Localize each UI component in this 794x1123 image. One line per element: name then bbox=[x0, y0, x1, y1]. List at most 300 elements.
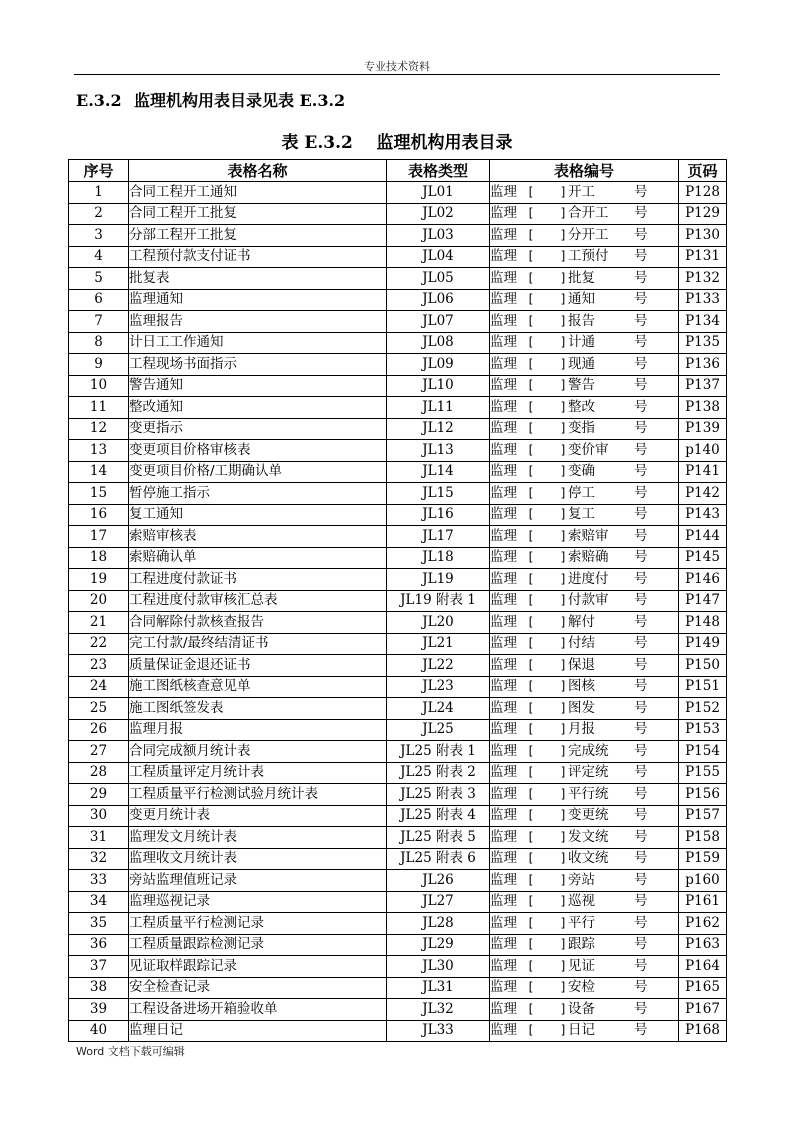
table-row bbox=[69, 332, 727, 354]
row-seq: 6 bbox=[69, 289, 129, 311]
code-prefix: 监理 bbox=[490, 957, 517, 974]
row-form-type: JL31 bbox=[387, 977, 490, 999]
table-row bbox=[69, 655, 727, 677]
row-form-code bbox=[490, 999, 679, 1021]
row-seq: 26 bbox=[69, 719, 129, 741]
table-row bbox=[69, 268, 727, 290]
code-bracket-close: ] bbox=[560, 872, 566, 887]
row-form-type: JL19 附表 1 bbox=[387, 590, 490, 612]
code-prefix: 监理 bbox=[490, 828, 517, 845]
code-bracket-open: [ bbox=[528, 507, 534, 522]
code-hao: 号 bbox=[634, 785, 648, 802]
table-row bbox=[69, 397, 727, 419]
row-page: P142 bbox=[679, 483, 727, 505]
table-row bbox=[69, 762, 727, 784]
code-bracket-close: ] bbox=[560, 292, 566, 307]
code-prefix: 监理 bbox=[490, 613, 517, 630]
row-form-type: JL26 bbox=[387, 870, 490, 892]
row-seq: 9 bbox=[69, 354, 129, 376]
code-bracket-open: [ bbox=[528, 700, 534, 715]
code-hao: 号 bbox=[634, 527, 648, 544]
row-form-name: 监理月报 bbox=[129, 719, 387, 741]
code-hao: 号 bbox=[634, 398, 648, 415]
code-bracket-open: [ bbox=[528, 421, 534, 436]
row-form-name: 索赔确认单 bbox=[129, 547, 387, 569]
code-prefix: 监理 bbox=[490, 269, 517, 286]
row-page: P137 bbox=[679, 375, 727, 397]
table-row bbox=[69, 225, 727, 247]
code-prefix: 监理 bbox=[490, 699, 517, 716]
row-form-code bbox=[490, 655, 679, 677]
row-seq: 17 bbox=[69, 526, 129, 548]
row-page: P152 bbox=[679, 698, 727, 720]
row-form-name: 监理巡视记录 bbox=[129, 891, 387, 913]
row-seq: 2 bbox=[69, 203, 129, 225]
table-row bbox=[69, 1020, 727, 1042]
table-header-row bbox=[69, 160, 727, 182]
code-bracket-close: ] bbox=[560, 249, 566, 264]
column-header-seq: 序号 bbox=[69, 160, 129, 182]
row-form-type: JL25 附表 1 bbox=[387, 741, 490, 763]
row-form-name: 计日工工作通知 bbox=[129, 332, 387, 354]
code-hao: 号 bbox=[634, 613, 648, 630]
code-prefix: 监理 bbox=[490, 656, 517, 673]
code-prefix: 监理 bbox=[490, 850, 517, 867]
code-hao: 号 bbox=[634, 592, 648, 609]
code-bracket-close: ] bbox=[560, 464, 566, 479]
row-form-name: 合同解除付款核查报告 bbox=[129, 612, 387, 634]
table-row bbox=[69, 418, 727, 440]
code-bracket-close: ] bbox=[560, 313, 566, 328]
row-form-type: JL25 附表 5 bbox=[387, 827, 490, 849]
code-prefix: 监理 bbox=[490, 914, 517, 931]
code-suffix: 报告 bbox=[568, 312, 595, 329]
table-row bbox=[69, 719, 727, 741]
code-prefix: 监理 bbox=[490, 527, 517, 544]
row-page: P146 bbox=[679, 569, 727, 591]
code-suffix: 日记 bbox=[568, 1022, 595, 1039]
row-form-code bbox=[490, 870, 679, 892]
code-prefix: 监理 bbox=[490, 183, 517, 200]
row-form-name: 工程现场书面指示 bbox=[129, 354, 387, 376]
code-bracket-open: [ bbox=[528, 270, 534, 285]
row-form-type: JL14 bbox=[387, 461, 490, 483]
row-form-name: 工程质量跟踪检测记录 bbox=[129, 934, 387, 956]
row-form-type: JL01 bbox=[387, 182, 490, 204]
code-hao: 号 bbox=[634, 484, 648, 501]
table-row bbox=[69, 870, 727, 892]
code-suffix: 付款审 bbox=[568, 592, 609, 609]
code-bracket-close: ] bbox=[560, 485, 566, 500]
code-suffix: 警告 bbox=[568, 377, 595, 394]
code-suffix: 开工 bbox=[568, 183, 595, 200]
row-seq: 18 bbox=[69, 547, 129, 569]
code-bracket-open: [ bbox=[528, 915, 534, 930]
row-form-type: JL12 bbox=[387, 418, 490, 440]
row-page: P143 bbox=[679, 504, 727, 526]
code-suffix: 付结 bbox=[568, 635, 595, 652]
code-hao: 号 bbox=[634, 914, 648, 931]
code-hao: 号 bbox=[634, 850, 648, 867]
code-bracket-close: ] bbox=[560, 851, 566, 866]
code-hao: 号 bbox=[634, 291, 648, 308]
code-bracket-open: [ bbox=[528, 808, 534, 823]
code-hao: 号 bbox=[634, 441, 648, 458]
row-page: P168 bbox=[679, 1020, 727, 1042]
row-form-name: 变更项目价格审核表 bbox=[129, 440, 387, 462]
code-bracket-open: [ bbox=[528, 872, 534, 887]
table-row bbox=[69, 483, 727, 505]
row-seq: 40 bbox=[69, 1020, 129, 1042]
table-row bbox=[69, 375, 727, 397]
row-form-name: 警告通知 bbox=[129, 375, 387, 397]
table-row bbox=[69, 977, 727, 999]
row-form-type: JL07 bbox=[387, 311, 490, 333]
row-page: P147 bbox=[679, 590, 727, 612]
row-form-name: 变更项目价格/工期确认单 bbox=[129, 461, 387, 483]
row-seq: 14 bbox=[69, 461, 129, 483]
code-bracket-close: ] bbox=[560, 507, 566, 522]
section-title bbox=[76, 88, 345, 111]
code-bracket-close: ] bbox=[560, 786, 566, 801]
row-form-code bbox=[490, 784, 679, 806]
code-hao: 号 bbox=[634, 957, 648, 974]
row-form-code bbox=[490, 934, 679, 956]
code-suffix: 安检 bbox=[568, 979, 595, 996]
code-hao: 号 bbox=[634, 828, 648, 845]
row-form-code bbox=[490, 332, 679, 354]
row-form-name: 整改通知 bbox=[129, 397, 387, 419]
code-bracket-close: ] bbox=[560, 442, 566, 457]
row-form-name: 质量保证金退还证书 bbox=[129, 655, 387, 677]
code-hao: 号 bbox=[634, 635, 648, 652]
code-bracket-open: [ bbox=[528, 679, 534, 694]
row-form-code bbox=[490, 504, 679, 526]
table-row bbox=[69, 848, 727, 870]
row-page: p160 bbox=[679, 870, 727, 892]
row-form-name: 复工通知 bbox=[129, 504, 387, 526]
code-bracket-open: [ bbox=[528, 356, 534, 371]
code-suffix: 索赔确 bbox=[568, 549, 609, 566]
row-seq: 38 bbox=[69, 977, 129, 999]
code-suffix: 旁站 bbox=[568, 871, 595, 888]
row-form-code bbox=[490, 805, 679, 827]
row-page: P135 bbox=[679, 332, 727, 354]
row-seq: 16 bbox=[69, 504, 129, 526]
code-prefix: 监理 bbox=[490, 592, 517, 609]
table-row bbox=[69, 547, 727, 569]
code-suffix: 发文统 bbox=[568, 828, 609, 845]
code-bracket-open: [ bbox=[528, 249, 534, 264]
code-bracket-open: [ bbox=[528, 485, 534, 500]
code-bracket-open: [ bbox=[528, 657, 534, 672]
code-suffix: 收文统 bbox=[568, 850, 609, 867]
row-form-type: JL10 bbox=[387, 375, 490, 397]
row-form-name: 工程进度付款证书 bbox=[129, 569, 387, 591]
row-form-name: 工程设备进场开箱验收单 bbox=[129, 999, 387, 1021]
code-prefix: 监理 bbox=[490, 506, 517, 523]
row-form-name: 监理报告 bbox=[129, 311, 387, 333]
row-form-code bbox=[490, 762, 679, 784]
code-hao: 号 bbox=[634, 248, 648, 265]
row-form-type: JL16 bbox=[387, 504, 490, 526]
row-page: P149 bbox=[679, 633, 727, 655]
code-suffix: 现通 bbox=[568, 355, 595, 372]
row-form-type: JL04 bbox=[387, 246, 490, 268]
row-form-code bbox=[490, 590, 679, 612]
table-row bbox=[69, 934, 727, 956]
code-bracket-open: [ bbox=[528, 593, 534, 608]
row-page: P129 bbox=[679, 203, 727, 225]
row-seq: 29 bbox=[69, 784, 129, 806]
header-rule bbox=[74, 74, 720, 75]
code-suffix: 评定统 bbox=[568, 764, 609, 781]
row-form-type: JL03 bbox=[387, 225, 490, 247]
row-page: P164 bbox=[679, 956, 727, 978]
code-prefix: 监理 bbox=[490, 721, 517, 738]
code-bracket-open: [ bbox=[528, 743, 534, 758]
code-prefix: 监理 bbox=[490, 291, 517, 308]
row-form-type: JL25 附表 6 bbox=[387, 848, 490, 870]
table-row bbox=[69, 612, 727, 634]
row-form-code bbox=[490, 827, 679, 849]
row-form-name: 完工付款/最终结清证书 bbox=[129, 633, 387, 655]
code-bracket-close: ] bbox=[560, 184, 566, 199]
row-form-type: JL29 bbox=[387, 934, 490, 956]
code-bracket-open: [ bbox=[528, 464, 534, 479]
row-seq: 24 bbox=[69, 676, 129, 698]
row-page: P148 bbox=[679, 612, 727, 634]
row-seq: 19 bbox=[69, 569, 129, 591]
code-prefix: 监理 bbox=[490, 570, 517, 587]
row-seq: 22 bbox=[69, 633, 129, 655]
code-suffix: 变更统 bbox=[568, 807, 609, 824]
table-row bbox=[69, 569, 727, 591]
row-page: P141 bbox=[679, 461, 727, 483]
row-page: P132 bbox=[679, 268, 727, 290]
row-form-code bbox=[490, 719, 679, 741]
table-row bbox=[69, 999, 727, 1021]
row-form-type: JL19 bbox=[387, 569, 490, 591]
code-bracket-open: [ bbox=[528, 765, 534, 780]
code-hao: 号 bbox=[634, 1000, 648, 1017]
code-bracket-close: ] bbox=[560, 808, 566, 823]
code-hao: 号 bbox=[634, 893, 648, 910]
code-bracket-open: [ bbox=[528, 894, 534, 909]
row-page: P165 bbox=[679, 977, 727, 999]
row-form-code bbox=[490, 569, 679, 591]
code-suffix: 图核 bbox=[568, 678, 595, 695]
code-bracket-open: [ bbox=[528, 958, 534, 973]
caption-number: 表 E.3.2 bbox=[281, 133, 353, 153]
code-prefix: 监理 bbox=[490, 871, 517, 888]
code-bracket-open: [ bbox=[528, 722, 534, 737]
code-bracket-open: [ bbox=[528, 292, 534, 307]
code-hao: 号 bbox=[634, 742, 648, 759]
code-hao: 号 bbox=[634, 549, 648, 566]
row-seq: 25 bbox=[69, 698, 129, 720]
code-suffix: 保退 bbox=[568, 656, 595, 673]
row-form-name: 分部工程开工批复 bbox=[129, 225, 387, 247]
row-form-code bbox=[490, 741, 679, 763]
code-prefix: 监理 bbox=[490, 742, 517, 759]
table-row bbox=[69, 182, 727, 204]
code-hao: 号 bbox=[634, 226, 648, 243]
code-bracket-close: ] bbox=[560, 958, 566, 973]
row-form-code bbox=[490, 246, 679, 268]
code-prefix: 监理 bbox=[490, 355, 517, 372]
code-bracket-close: ] bbox=[560, 636, 566, 651]
row-seq: 12 bbox=[69, 418, 129, 440]
row-form-code bbox=[490, 440, 679, 462]
code-bracket-close: ] bbox=[560, 722, 566, 737]
row-form-name: 监理通知 bbox=[129, 289, 387, 311]
row-page: P157 bbox=[679, 805, 727, 827]
code-prefix: 监理 bbox=[490, 205, 517, 222]
row-form-code bbox=[490, 977, 679, 999]
row-page: P145 bbox=[679, 547, 727, 569]
row-seq: 11 bbox=[69, 397, 129, 419]
table-row bbox=[69, 805, 727, 827]
row-form-name: 监理日记 bbox=[129, 1020, 387, 1042]
code-bracket-close: ] bbox=[560, 657, 566, 672]
code-prefix: 监理 bbox=[490, 398, 517, 415]
code-bracket-close: ] bbox=[560, 356, 566, 371]
code-suffix: 通知 bbox=[568, 291, 595, 308]
row-page: P161 bbox=[679, 891, 727, 913]
table-row bbox=[69, 354, 727, 376]
code-hao: 号 bbox=[634, 807, 648, 824]
row-page: P134 bbox=[679, 311, 727, 333]
row-form-name: 索赔审核表 bbox=[129, 526, 387, 548]
code-prefix: 监理 bbox=[490, 785, 517, 802]
code-suffix: 巡视 bbox=[568, 893, 595, 910]
row-form-type: JL13 bbox=[387, 440, 490, 462]
code-prefix: 监理 bbox=[490, 764, 517, 781]
code-bracket-open: [ bbox=[528, 335, 534, 350]
code-suffix: 批复 bbox=[568, 269, 595, 286]
row-page: P131 bbox=[679, 246, 727, 268]
code-bracket-close: ] bbox=[560, 614, 566, 629]
code-suffix: 设备 bbox=[568, 1000, 595, 1017]
code-prefix: 监理 bbox=[490, 635, 517, 652]
table-row bbox=[69, 913, 727, 935]
row-page: P128 bbox=[679, 182, 727, 204]
row-form-code bbox=[490, 676, 679, 698]
code-prefix: 监理 bbox=[490, 936, 517, 953]
row-page: P158 bbox=[679, 827, 727, 849]
row-page: P167 bbox=[679, 999, 727, 1021]
code-bracket-close: ] bbox=[560, 227, 566, 242]
code-bracket-open: [ bbox=[528, 829, 534, 844]
code-bracket-open: [ bbox=[528, 313, 534, 328]
row-form-name: 监理收文月统计表 bbox=[129, 848, 387, 870]
code-bracket-close: ] bbox=[560, 399, 566, 414]
row-form-name: 施工图纸签发表 bbox=[129, 698, 387, 720]
row-page: P151 bbox=[679, 676, 727, 698]
code-hao: 号 bbox=[634, 871, 648, 888]
row-seq: 30 bbox=[69, 805, 129, 827]
row-form-type: JL15 bbox=[387, 483, 490, 505]
row-seq: 4 bbox=[69, 246, 129, 268]
code-bracket-close: ] bbox=[560, 829, 566, 844]
row-page: P130 bbox=[679, 225, 727, 247]
table-row bbox=[69, 698, 727, 720]
row-page: P153 bbox=[679, 719, 727, 741]
code-suffix: 索赔审 bbox=[568, 527, 609, 544]
row-form-type: JL25 bbox=[387, 719, 490, 741]
code-hao: 号 bbox=[634, 1022, 648, 1039]
code-bracket-open: [ bbox=[528, 980, 534, 995]
row-seq: 35 bbox=[69, 913, 129, 935]
row-form-code bbox=[490, 848, 679, 870]
code-bracket-close: ] bbox=[560, 743, 566, 758]
row-page: P139 bbox=[679, 418, 727, 440]
code-hao: 号 bbox=[634, 936, 648, 953]
code-bracket-close: ] bbox=[560, 1023, 566, 1038]
code-prefix: 监理 bbox=[490, 226, 517, 243]
code-suffix: 变指 bbox=[568, 420, 595, 437]
code-bracket-open: [ bbox=[528, 851, 534, 866]
table-row bbox=[69, 246, 727, 268]
code-bracket-close: ] bbox=[560, 894, 566, 909]
table-row bbox=[69, 440, 727, 462]
row-form-name: 见证取样跟踪记录 bbox=[129, 956, 387, 978]
code-suffix: 见证 bbox=[568, 957, 595, 974]
code-bracket-close: ] bbox=[560, 335, 566, 350]
code-hao: 号 bbox=[634, 656, 648, 673]
row-form-type: JL24 bbox=[387, 698, 490, 720]
row-form-code bbox=[490, 526, 679, 548]
row-form-name: 合同工程开工通知 bbox=[129, 182, 387, 204]
code-prefix: 监理 bbox=[490, 1000, 517, 1017]
code-bracket-close: ] bbox=[560, 206, 566, 221]
row-form-type: JL25 附表 4 bbox=[387, 805, 490, 827]
row-form-code bbox=[490, 418, 679, 440]
code-bracket-open: [ bbox=[528, 528, 534, 543]
row-page: P144 bbox=[679, 526, 727, 548]
row-page: P133 bbox=[679, 289, 727, 311]
code-bracket-open: [ bbox=[528, 614, 534, 629]
code-hao: 号 bbox=[634, 420, 648, 437]
code-bracket-close: ] bbox=[560, 421, 566, 436]
row-seq: 36 bbox=[69, 934, 129, 956]
code-hao: 号 bbox=[634, 269, 648, 286]
row-form-code bbox=[490, 182, 679, 204]
code-prefix: 监理 bbox=[490, 979, 517, 996]
code-hao: 号 bbox=[634, 205, 648, 222]
code-hao: 号 bbox=[634, 506, 648, 523]
section-number: E.3.2 bbox=[76, 91, 122, 110]
row-form-type: JL23 bbox=[387, 676, 490, 698]
row-form-code bbox=[490, 225, 679, 247]
code-prefix: 监理 bbox=[490, 334, 517, 351]
table-row bbox=[69, 461, 727, 483]
row-page: P154 bbox=[679, 741, 727, 763]
table-row bbox=[69, 203, 727, 225]
code-prefix: 监理 bbox=[490, 1022, 517, 1039]
row-seq: 20 bbox=[69, 590, 129, 612]
row-form-code bbox=[490, 289, 679, 311]
code-bracket-close: ] bbox=[560, 937, 566, 952]
row-page: P136 bbox=[679, 354, 727, 376]
code-bracket-open: [ bbox=[528, 378, 534, 393]
row-form-name: 监理发文月统计表 bbox=[129, 827, 387, 849]
code-bracket-close: ] bbox=[560, 593, 566, 608]
row-form-name: 工程质量评定月统计表 bbox=[129, 762, 387, 784]
code-bracket-open: [ bbox=[528, 227, 534, 242]
row-seq: 33 bbox=[69, 870, 129, 892]
